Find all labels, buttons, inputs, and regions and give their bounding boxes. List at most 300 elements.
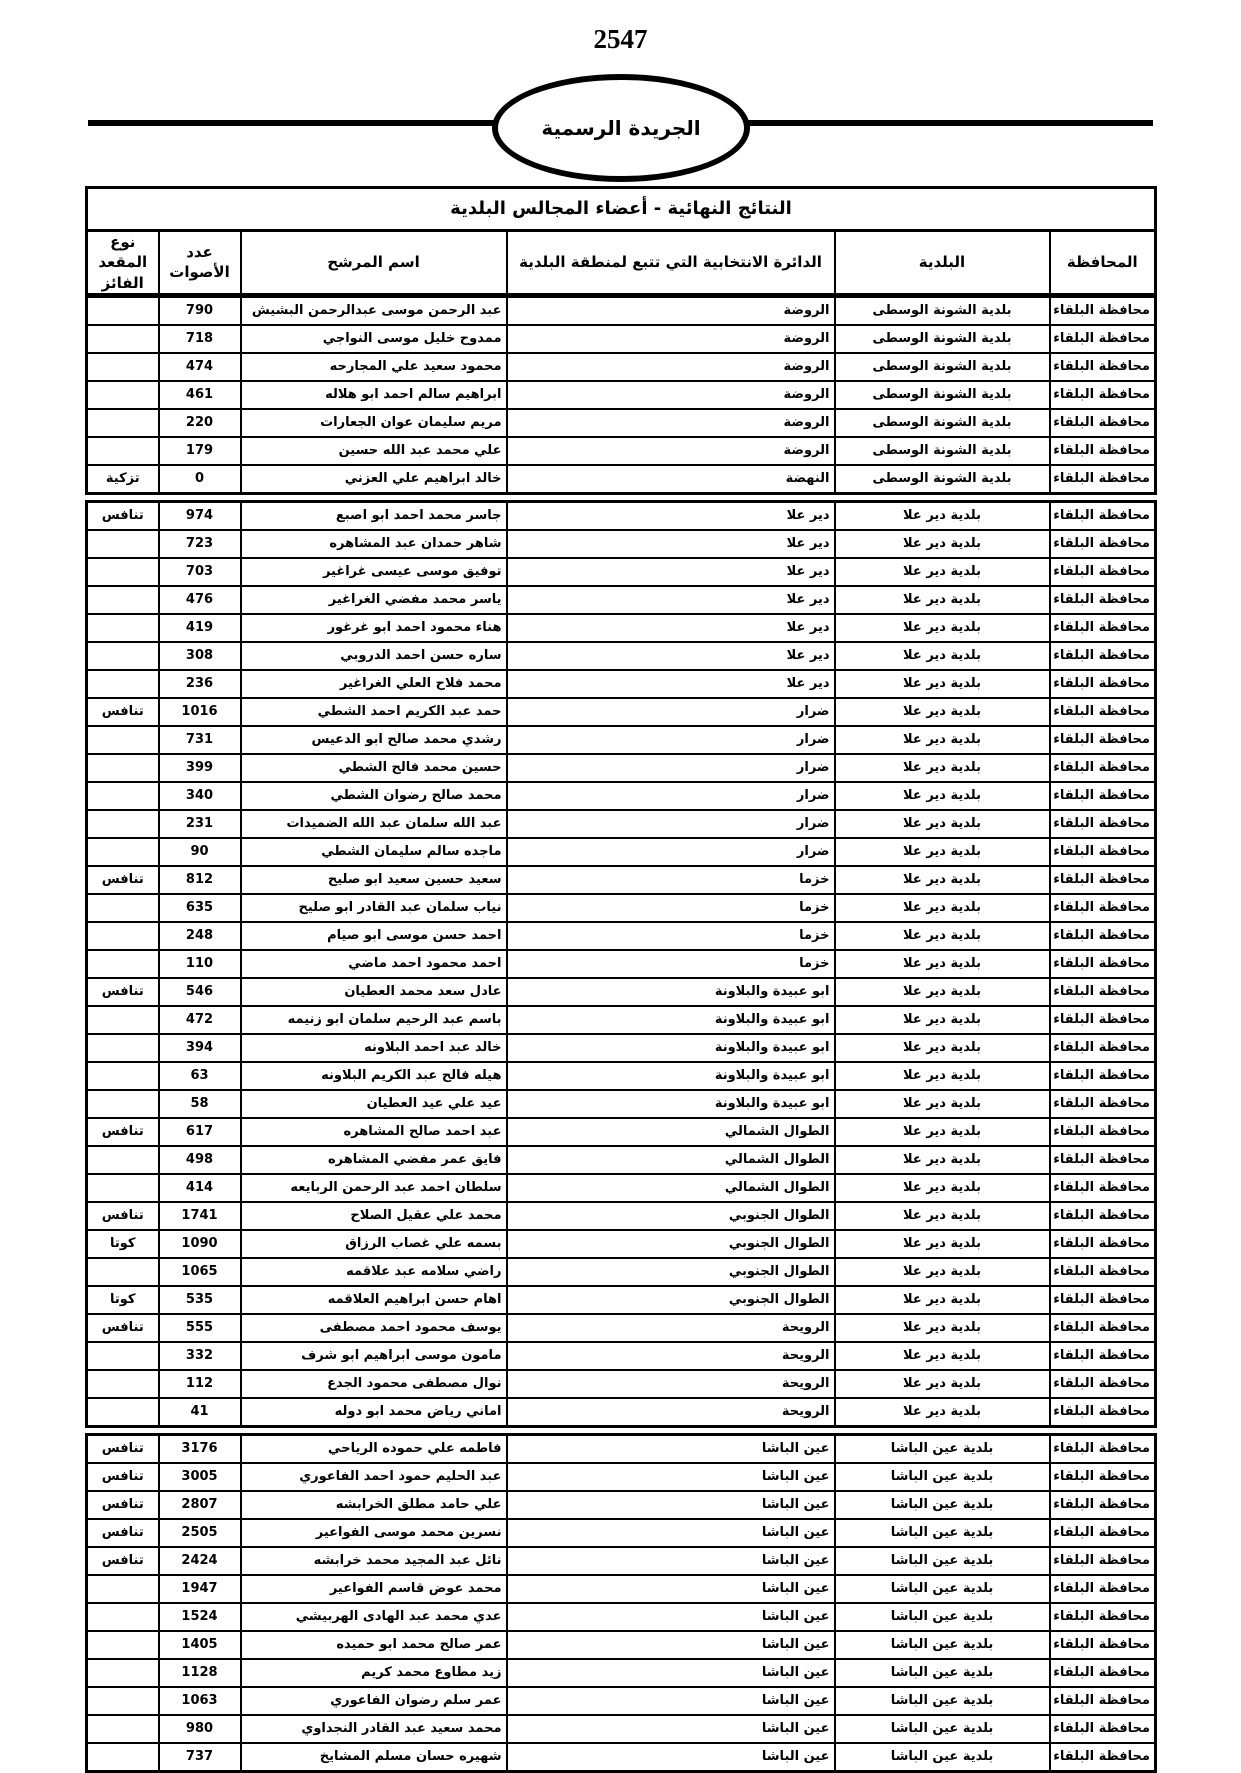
cell-votes: 974 xyxy=(159,501,241,530)
cell-district: عين الباشا xyxy=(507,1687,835,1715)
page-number: 2547 xyxy=(593,24,648,54)
cell-votes: 399 xyxy=(159,754,241,782)
results-section xyxy=(85,296,1157,495)
cell-candidate: نائل عبد المجيد محمد خرابشه xyxy=(241,1547,507,1575)
cell-district: الطوال الشمالي xyxy=(507,1146,835,1174)
cell-district: عين الباشا xyxy=(507,1434,835,1463)
cell-votes: 1405 xyxy=(159,1631,241,1659)
cell-governorate: محافظة البلقاء xyxy=(1050,810,1156,838)
cell-governorate: محافظة البلقاء xyxy=(1050,297,1156,325)
cell-municipality: بلدية دير علا xyxy=(835,1006,1050,1034)
table-row xyxy=(87,950,1156,978)
cell-votes: 617 xyxy=(159,1118,241,1146)
cell-district: النهضة xyxy=(507,465,835,494)
cell-municipality: بلدية عين الباشا xyxy=(835,1547,1050,1575)
table-row xyxy=(87,754,1156,782)
cell-municipality: بلدية دير علا xyxy=(835,1174,1050,1202)
cell-governorate: محافظة البلقاء xyxy=(1050,1034,1156,1062)
cell-district: الرويحة xyxy=(507,1314,835,1342)
table-row xyxy=(87,1286,1156,1314)
table-row xyxy=(87,1603,1156,1631)
cell-municipality: بلدية عين الباشا xyxy=(835,1575,1050,1603)
cell-governorate: محافظة البلقاء xyxy=(1050,894,1156,922)
table-row xyxy=(87,922,1156,950)
cell-votes: 1524 xyxy=(159,1603,241,1631)
table-row xyxy=(87,1491,1156,1519)
cell-seat-type xyxy=(87,1174,159,1202)
table-row xyxy=(87,353,1156,381)
cell-district: ضرار xyxy=(507,838,835,866)
cell-district: الرويحة xyxy=(507,1370,835,1398)
header-governorate: المحافظة xyxy=(1050,231,1156,295)
cell-votes: 635 xyxy=(159,894,241,922)
cell-seat-type xyxy=(87,1575,159,1603)
cell-governorate: محافظة البلقاء xyxy=(1050,1715,1156,1743)
cell-district: خزما xyxy=(507,950,835,978)
results-section xyxy=(85,1433,1157,1773)
cell-seat-type xyxy=(87,1342,159,1370)
cell-governorate: محافظة البلقاء xyxy=(1050,437,1156,465)
cell-district: ضرار xyxy=(507,782,835,810)
cell-municipality: بلدية دير علا xyxy=(835,698,1050,726)
table-row xyxy=(87,1687,1156,1715)
cell-municipality: بلدية عين الباشا xyxy=(835,1603,1050,1631)
cell-municipality: بلدية عين الباشا xyxy=(835,1715,1050,1743)
table-row xyxy=(87,1258,1156,1286)
cell-district: ابو عبيدة والبلاونة xyxy=(507,1062,835,1090)
cell-seat-type: تنافس xyxy=(87,1547,159,1575)
table-row xyxy=(87,1434,1156,1463)
table-row xyxy=(87,978,1156,1006)
gazette-seal-label: الجريدة الرسمية xyxy=(541,116,701,140)
cell-governorate: محافظة البلقاء xyxy=(1050,1547,1156,1575)
cell-municipality: بلدية الشونة الوسطى xyxy=(835,353,1050,381)
cell-candidate: محمد صالح رضوان الشطي xyxy=(241,782,507,810)
cell-municipality: بلدية الشونة الوسطى xyxy=(835,409,1050,437)
table-row xyxy=(87,501,1156,530)
cell-candidate: احمد محمود احمد ماضي xyxy=(241,950,507,978)
cell-municipality: بلدية دير علا xyxy=(835,894,1050,922)
cell-seat-type xyxy=(87,670,159,698)
cell-votes: 0 xyxy=(159,465,241,494)
cell-votes: 980 xyxy=(159,1715,241,1743)
cell-governorate: محافظة البلقاء xyxy=(1050,614,1156,642)
table-row xyxy=(87,642,1156,670)
cell-district: خزما xyxy=(507,866,835,894)
cell-seat-type: تزكية xyxy=(87,465,159,494)
cell-seat-type xyxy=(87,409,159,437)
table-row xyxy=(87,558,1156,586)
cell-seat-type xyxy=(87,642,159,670)
cell-seat-type xyxy=(87,922,159,950)
cell-candidate: عيد علي عيد العطيان xyxy=(241,1090,507,1118)
cell-candidate: شاهر حمدان عبد المشاهره xyxy=(241,530,507,558)
table-row xyxy=(87,1146,1156,1174)
cell-municipality: بلدية الشونة الوسطى xyxy=(835,297,1050,325)
cell-votes: 3005 xyxy=(159,1463,241,1491)
cell-seat-type: تنافس xyxy=(87,866,159,894)
cell-seat-type xyxy=(87,437,159,465)
cell-governorate: محافظة البلقاء xyxy=(1050,558,1156,586)
cell-municipality: بلدية الشونة الوسطى xyxy=(835,437,1050,465)
cell-governorate: محافظة البلقاء xyxy=(1050,1090,1156,1118)
table-row xyxy=(87,894,1156,922)
cell-governorate: محافظة البلقاء xyxy=(1050,1258,1156,1286)
cell-municipality: بلدية دير علا xyxy=(835,838,1050,866)
cell-municipality: بلدية عين الباشا xyxy=(835,1491,1050,1519)
cell-district: عين الباشا xyxy=(507,1659,835,1687)
cell-governorate: محافظة البلقاء xyxy=(1050,1687,1156,1715)
cell-seat-type: تنافس xyxy=(87,1491,159,1519)
cell-votes: 723 xyxy=(159,530,241,558)
table-row xyxy=(87,1715,1156,1743)
cell-seat-type: تنافس xyxy=(87,1434,159,1463)
cell-seat-type xyxy=(87,558,159,586)
cell-district: عين الباشا xyxy=(507,1631,835,1659)
table-row xyxy=(87,1743,1156,1772)
cell-candidate: سعيد حسين سعيد ابو صليح xyxy=(241,866,507,894)
cell-votes: 58 xyxy=(159,1090,241,1118)
cell-seat-type xyxy=(87,782,159,810)
cell-seat-type: تنافس xyxy=(87,1314,159,1342)
cell-seat-type xyxy=(87,1146,159,1174)
header-votes: عدد الأصوات xyxy=(159,231,241,295)
cell-district: ابو عبيدة والبلاونة xyxy=(507,978,835,1006)
cell-district: خزما xyxy=(507,922,835,950)
cell-candidate: سلطان احمد عبد الرحمن الربايعه xyxy=(241,1174,507,1202)
cell-municipality: بلدية عين الباشا xyxy=(835,1659,1050,1687)
cell-candidate: بسمه علي غصاب الرزاق xyxy=(241,1230,507,1258)
cell-votes: 535 xyxy=(159,1286,241,1314)
cell-municipality: بلدية دير علا xyxy=(835,1230,1050,1258)
cell-governorate: محافظة البلقاء xyxy=(1050,586,1156,614)
cell-governorate: محافظة البلقاء xyxy=(1050,754,1156,782)
cell-district: عين الباشا xyxy=(507,1743,835,1772)
cell-municipality: بلدية دير علا xyxy=(835,670,1050,698)
cell-governorate: محافظة البلقاء xyxy=(1050,1006,1156,1034)
table-row xyxy=(87,1631,1156,1659)
cell-district: الرويحة xyxy=(507,1342,835,1370)
cell-district: خزما xyxy=(507,894,835,922)
cell-governorate: محافظة البلقاء xyxy=(1050,1202,1156,1230)
cell-seat-type xyxy=(87,1687,159,1715)
cell-district: الطوال الشمالي xyxy=(507,1118,835,1146)
cell-municipality: بلدية دير علا xyxy=(835,950,1050,978)
table-row xyxy=(87,437,1156,465)
cell-votes: 41 xyxy=(159,1398,241,1427)
table-row xyxy=(87,782,1156,810)
cell-votes: 340 xyxy=(159,782,241,810)
cell-district: الروضة xyxy=(507,437,835,465)
cell-district: الروضة xyxy=(507,325,835,353)
cell-seat-type: كوتا xyxy=(87,1230,159,1258)
cell-candidate: جاسر محمد احمد ابو اصبع xyxy=(241,501,507,530)
cell-seat-type xyxy=(87,1006,159,1034)
cell-district: ضرار xyxy=(507,698,835,726)
table-row xyxy=(87,1118,1156,1146)
cell-candidate: عبد الله سلمان عبد الله الضميدات xyxy=(241,810,507,838)
table-row xyxy=(87,586,1156,614)
cell-candidate: محمد فلاح العلي الغراغير xyxy=(241,670,507,698)
cell-candidate: محمود سعيد علي المجارحه xyxy=(241,353,507,381)
cell-district: الروضة xyxy=(507,381,835,409)
cell-municipality: بلدية عين الباشا xyxy=(835,1519,1050,1547)
cell-candidate: حمد عبد الكريم احمد الشطي xyxy=(241,698,507,726)
cell-seat-type xyxy=(87,1034,159,1062)
cell-seat-type: كوتا xyxy=(87,1286,159,1314)
cell-governorate: محافظة البلقاء xyxy=(1050,530,1156,558)
cell-municipality: بلدية الشونة الوسطى xyxy=(835,325,1050,353)
cell-district: ابو عبيدة والبلاونة xyxy=(507,1090,835,1118)
cell-district: دير علا xyxy=(507,670,835,698)
cell-votes: 236 xyxy=(159,670,241,698)
cell-votes: 112 xyxy=(159,1370,241,1398)
cell-candidate: احمد حسن موسى ابو صيام xyxy=(241,922,507,950)
cell-votes: 1947 xyxy=(159,1575,241,1603)
cell-seat-type: تنافس xyxy=(87,501,159,530)
cell-municipality: بلدية دير علا xyxy=(835,978,1050,1006)
cell-seat-type xyxy=(87,1398,159,1427)
cell-candidate: عادل سعد محمد العطيان xyxy=(241,978,507,1006)
cell-municipality: بلدية دير علا xyxy=(835,642,1050,670)
cell-candidate: عبد الحليم حمود احمد الفاعوري xyxy=(241,1463,507,1491)
cell-seat-type xyxy=(87,1743,159,1772)
cell-seat-type: تنافس xyxy=(87,698,159,726)
cell-district: الروضة xyxy=(507,297,835,325)
cell-votes: 718 xyxy=(159,325,241,353)
table-row xyxy=(87,325,1156,353)
table-row xyxy=(87,838,1156,866)
cell-votes: 414 xyxy=(159,1174,241,1202)
table-row xyxy=(87,1174,1156,1202)
cell-governorate: محافظة البلقاء xyxy=(1050,698,1156,726)
cell-candidate: محمد علي عقيل الصلاح xyxy=(241,1202,507,1230)
cell-candidate: عبد احمد صالح المشاهره xyxy=(241,1118,507,1146)
cell-candidate: فايق عمر مفضي المشاهره xyxy=(241,1146,507,1174)
cell-governorate: محافظة البلقاء xyxy=(1050,465,1156,494)
cell-seat-type: تنافس xyxy=(87,1202,159,1230)
cell-votes: 461 xyxy=(159,381,241,409)
cell-candidate: هناء محمود احمد ابو غرغور xyxy=(241,614,507,642)
cell-seat-type xyxy=(87,1090,159,1118)
table-row xyxy=(87,1034,1156,1062)
cell-votes: 90 xyxy=(159,838,241,866)
cell-district: دير علا xyxy=(507,614,835,642)
table-row xyxy=(87,1370,1156,1398)
cell-seat-type xyxy=(87,950,159,978)
cell-candidate: عدي محمد عبد الهادى الهربيشي xyxy=(241,1603,507,1631)
cell-seat-type xyxy=(87,894,159,922)
cell-seat-type: تنافس xyxy=(87,1118,159,1146)
cell-district: الرويحة xyxy=(507,1398,835,1427)
cell-district: ابو عبيدة والبلاونة xyxy=(507,1006,835,1034)
cell-candidate: راضي سلامه عبد علاقمه xyxy=(241,1258,507,1286)
cell-municipality: بلدية عين الباشا xyxy=(835,1463,1050,1491)
cell-district: الطوال الشمالي xyxy=(507,1174,835,1202)
cell-governorate: محافظة البلقاء xyxy=(1050,670,1156,698)
cell-votes: 63 xyxy=(159,1062,241,1090)
cell-municipality: بلدية دير علا xyxy=(835,1286,1050,1314)
cell-candidate: عبد الرحمن موسى عبدالرحمن البشيش xyxy=(241,297,507,325)
cell-governorate: محافظة البلقاء xyxy=(1050,1659,1156,1687)
cell-votes: 474 xyxy=(159,353,241,381)
table-row xyxy=(87,1230,1156,1258)
cell-votes: 2424 xyxy=(159,1547,241,1575)
table-row xyxy=(87,810,1156,838)
cell-district: عين الباشا xyxy=(507,1715,835,1743)
cell-governorate: محافظة البلقاء xyxy=(1050,381,1156,409)
cell-candidate: شهيره حسان مسلم المشايخ xyxy=(241,1743,507,1772)
cell-seat-type xyxy=(87,1631,159,1659)
cell-district: عين الباشا xyxy=(507,1491,835,1519)
cell-governorate: محافظة البلقاء xyxy=(1050,325,1156,353)
cell-district: الروضة xyxy=(507,409,835,437)
cell-district: الروضة xyxy=(507,353,835,381)
cell-municipality: بلدية دير علا xyxy=(835,1314,1050,1342)
cell-governorate: محافظة البلقاء xyxy=(1050,1434,1156,1463)
cell-governorate: محافظة البلقاء xyxy=(1050,1519,1156,1547)
gazette-seal xyxy=(492,74,750,182)
cell-seat-type xyxy=(87,1603,159,1631)
cell-votes: 2505 xyxy=(159,1519,241,1547)
cell-municipality: بلدية عين الباشا xyxy=(835,1743,1050,1772)
header-district: الدائرة الانتخابية التي تتبع لمنطقة البلدية xyxy=(507,231,835,295)
cell-seat-type: تنافس xyxy=(87,978,159,1006)
cell-governorate: محافظة البلقاء xyxy=(1050,726,1156,754)
table-row xyxy=(87,670,1156,698)
cell-municipality: بلدية دير علا xyxy=(835,530,1050,558)
cell-votes: 110 xyxy=(159,950,241,978)
cell-district: عين الباشا xyxy=(507,1547,835,1575)
cell-district: الطوال الجنوبي xyxy=(507,1230,835,1258)
cell-municipality: بلدية دير علا xyxy=(835,614,1050,642)
cell-votes: 220 xyxy=(159,409,241,437)
cell-municipality: بلدية دير علا xyxy=(835,922,1050,950)
header-seat-type: نوع المقعد الفائز xyxy=(87,231,159,295)
cell-votes: 3176 xyxy=(159,1434,241,1463)
cell-governorate: محافظة البلقاء xyxy=(1050,922,1156,950)
cell-seat-type xyxy=(87,1258,159,1286)
table-row xyxy=(87,866,1156,894)
cell-governorate: محافظة البلقاء xyxy=(1050,978,1156,1006)
cell-seat-type xyxy=(87,1715,159,1743)
cell-candidate: علي حامد مطلق الخرابشه xyxy=(241,1491,507,1519)
cell-votes: 737 xyxy=(159,1743,241,1772)
cell-votes: 308 xyxy=(159,642,241,670)
cell-candidate: حسين محمد فالح الشطي xyxy=(241,754,507,782)
cell-district: ضرار xyxy=(507,726,835,754)
cell-candidate: ماجده سالم سليمان الشطي xyxy=(241,838,507,866)
cell-seat-type xyxy=(87,297,159,325)
cell-municipality: بلدية الشونة الوسطى xyxy=(835,465,1050,494)
cell-governorate: محافظة البلقاء xyxy=(1050,1062,1156,1090)
cell-governorate: محافظة البلقاء xyxy=(1050,1230,1156,1258)
cell-district: دير علا xyxy=(507,530,835,558)
table-row xyxy=(87,1202,1156,1230)
cell-seat-type xyxy=(87,726,159,754)
cell-municipality: بلدية دير علا xyxy=(835,1090,1050,1118)
cell-candidate: رشدي محمد صالح ابو الدعيس xyxy=(241,726,507,754)
cell-candidate: ابراهيم سالم احمد ابو هلاله xyxy=(241,381,507,409)
cell-governorate: محافظة البلقاء xyxy=(1050,409,1156,437)
cell-votes: 1065 xyxy=(159,1258,241,1286)
cell-municipality: بلدية دير علا xyxy=(835,1342,1050,1370)
table-row xyxy=(87,614,1156,642)
cell-governorate: محافظة البلقاء xyxy=(1050,782,1156,810)
cell-candidate: علي محمد عبد الله حسين xyxy=(241,437,507,465)
cell-municipality: بلدية دير علا xyxy=(835,810,1050,838)
cell-municipality: بلدية دير علا xyxy=(835,782,1050,810)
table-row xyxy=(87,1062,1156,1090)
table-sections xyxy=(85,296,1157,1773)
cell-candidate: يوسف محمود احمد مصطفى xyxy=(241,1314,507,1342)
table-row xyxy=(87,1006,1156,1034)
cell-candidate: عمر صالح محمد ابو حميده xyxy=(241,1631,507,1659)
cell-municipality: بلدية دير علا xyxy=(835,1034,1050,1062)
table-row xyxy=(87,1342,1156,1370)
cell-seat-type xyxy=(87,586,159,614)
cell-candidate: مامون موسى ابراهيم ابو شرف xyxy=(241,1342,507,1370)
cell-candidate: هيله فالح عبد الكريم البلاونه xyxy=(241,1062,507,1090)
cell-votes: 546 xyxy=(159,978,241,1006)
cell-seat-type xyxy=(87,754,159,782)
cell-district: دير علا xyxy=(507,586,835,614)
cell-governorate: محافظة البلقاء xyxy=(1050,501,1156,530)
cell-seat-type xyxy=(87,810,159,838)
cell-votes: 1090 xyxy=(159,1230,241,1258)
cell-seat-type xyxy=(87,838,159,866)
table-row xyxy=(87,1659,1156,1687)
cell-candidate: زيد مطاوع محمد كريم xyxy=(241,1659,507,1687)
cell-votes: 394 xyxy=(159,1034,241,1062)
cell-candidate: محمد عوض قاسم الفواعير xyxy=(241,1575,507,1603)
cell-district: الطوال الجنوبي xyxy=(507,1258,835,1286)
cell-municipality: بلدية دير علا xyxy=(835,501,1050,530)
cell-seat-type xyxy=(87,1370,159,1398)
cell-votes: 498 xyxy=(159,1146,241,1174)
cell-governorate: محافظة البلقاء xyxy=(1050,1491,1156,1519)
cell-votes: 1128 xyxy=(159,1659,241,1687)
cell-municipality: بلدية دير علا xyxy=(835,1370,1050,1398)
cell-municipality: بلدية دير علا xyxy=(835,866,1050,894)
cell-municipality: بلدية دير علا xyxy=(835,1118,1050,1146)
cell-municipality: بلدية دير علا xyxy=(835,1062,1050,1090)
cell-candidate: باسم عبد الرحيم سلمان ابو زنيمه xyxy=(241,1006,507,1034)
header-municipality: البلدية xyxy=(835,231,1050,295)
cell-candidate: ياسر محمد مفضي الغراغير xyxy=(241,586,507,614)
cell-seat-type xyxy=(87,381,159,409)
table-row xyxy=(87,1463,1156,1491)
cell-candidate: عمر سلم رضوان الفاعوري xyxy=(241,1687,507,1715)
cell-candidate: خالد عبد احمد البلاونه xyxy=(241,1034,507,1062)
cell-votes: 231 xyxy=(159,810,241,838)
cell-candidate: توفيق موسى عيسى غراغير xyxy=(241,558,507,586)
cell-governorate: محافظة البلقاء xyxy=(1050,1174,1156,1202)
cell-governorate: محافظة البلقاء xyxy=(1050,1743,1156,1772)
cell-seat-type xyxy=(87,1659,159,1687)
cell-votes: 2807 xyxy=(159,1491,241,1519)
cell-candidate: فاطمه علي حموده الرياحي xyxy=(241,1434,507,1463)
cell-district: الطوال الجنوبي xyxy=(507,1202,835,1230)
cell-seat-type: تنافس xyxy=(87,1463,159,1491)
cell-governorate: محافظة البلقاء xyxy=(1050,1118,1156,1146)
cell-municipality: بلدية دير علا xyxy=(835,754,1050,782)
cell-governorate: محافظة البلقاء xyxy=(1050,1342,1156,1370)
cell-municipality: بلدية دير علا xyxy=(835,726,1050,754)
cell-district: عين الباشا xyxy=(507,1463,835,1491)
table-row xyxy=(87,1090,1156,1118)
cell-district: عين الباشا xyxy=(507,1575,835,1603)
